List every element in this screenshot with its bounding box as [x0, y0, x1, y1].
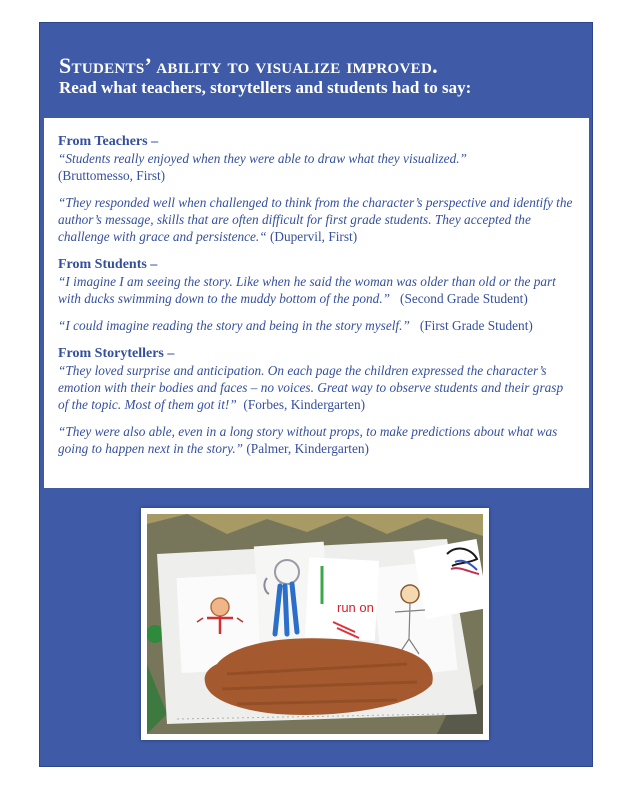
section-title-teachers: From Teachers –: [58, 134, 159, 149]
drawing-text: run on: [337, 600, 374, 615]
panel-heading: [59, 54, 579, 98]
quote-attribution: (Bruttomesso, First): [58, 168, 166, 183]
section-title-storytellers: From Storytellers –: [58, 346, 175, 361]
quote-attribution: (Dupervil, First): [269, 229, 358, 244]
quote-text: “They were also able, even in a long story without props, to make predictions about what was going to happen next in the story.”: [58, 424, 558, 456]
page-title: Students’ ability to visualize improved.: [59, 53, 438, 78]
quote-teacher-1: [58, 150, 574, 184]
quote-student-1: [58, 273, 574, 307]
quote-text: “They loved surprise and anticipation. On each page the children expressed the character’s emotion with their bodies and faces – no voices. Great way to observe students and their grasp of the topic. Most of them got it!”: [58, 363, 564, 412]
page-subtitle: Read what teachers, storytellers and students had to say:: [59, 78, 472, 97]
quote-storyteller-1: [58, 362, 574, 413]
quote-attribution: (First Grade Student): [419, 318, 533, 333]
section-title-students: From Students –: [58, 257, 158, 272]
quote-text: “I imagine I am seeing the story. Like when he said the woman was older than old or the part with ducks swimming down to the muddy bottom of the pond.”: [58, 274, 556, 306]
quotes-box: [44, 118, 589, 488]
quote-text: “Students really enjoyed when they were able to draw what they visualized.”: [58, 151, 467, 166]
photo-frame: [141, 508, 489, 740]
quote-storyteller-2: [58, 423, 574, 457]
quote-text: “I could imagine reading the story and being in the story myself.”: [58, 318, 410, 333]
drawings-illustration: [147, 514, 483, 734]
student-drawings-photo: [147, 514, 483, 734]
quote-attribution: (Palmer, Kindergarten): [246, 441, 369, 456]
quote-text: “They responded well when challenged to think from the character’s perspective and identify the author’s message, skills that are often difficult for first grade students. They accepted the challenge with grace and persistence.“: [58, 195, 573, 244]
quote-attribution: (Second Grade Student): [400, 291, 528, 306]
quote-attribution: (Forbes, Kindergarten): [243, 397, 366, 412]
info-panel: [39, 22, 593, 767]
quote-student-2: [58, 317, 574, 334]
quote-teacher-2: [58, 194, 574, 245]
